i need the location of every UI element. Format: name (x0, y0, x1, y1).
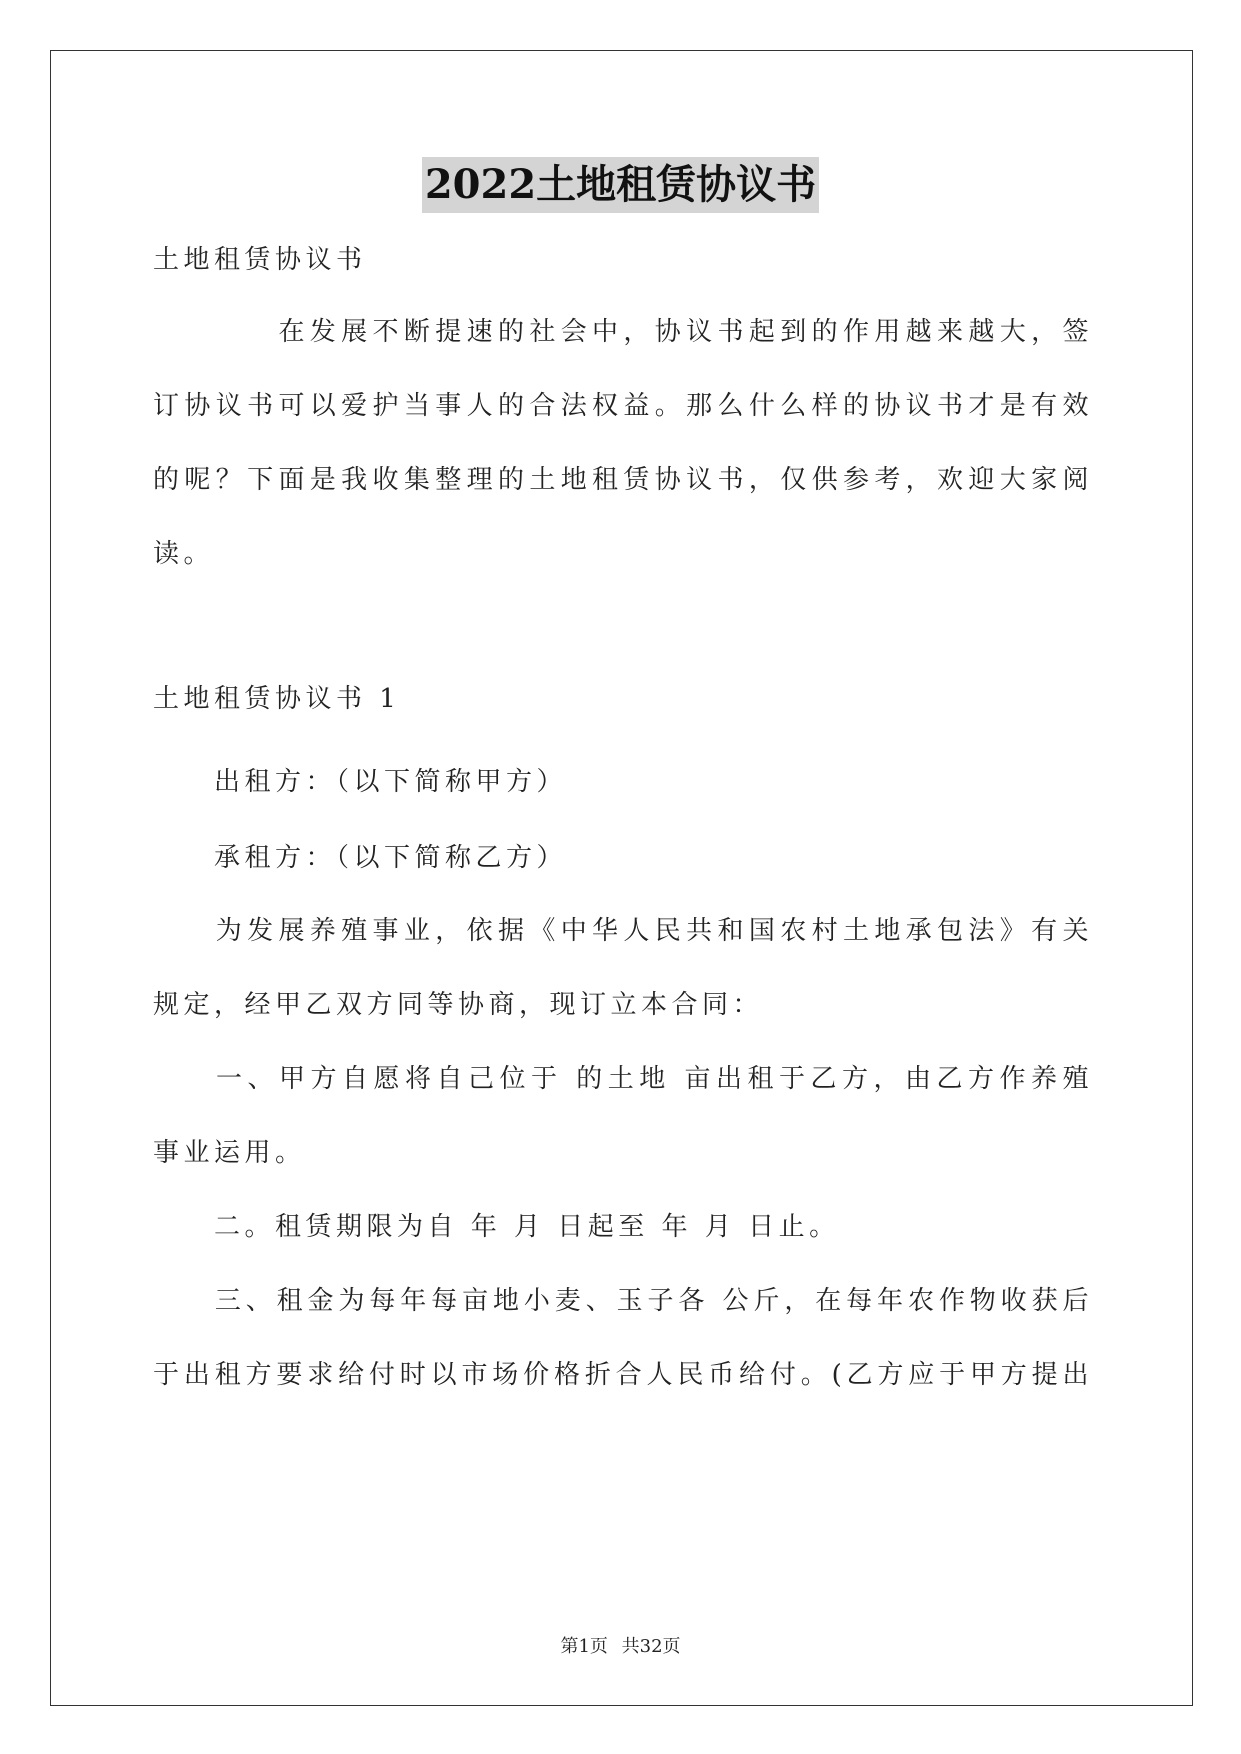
intro-line-2: 订协议书可以爱护当事人的合法权益。那么什么样的协议书才是有效 (153, 391, 1093, 421)
body-line-1: 为发展养殖事业，依据《中华人民共和国农村土地承包法》有关 (153, 916, 1093, 946)
body-line-2: 规定，经甲乙双方同等协商，现订立本合同： (153, 990, 764, 1020)
intro-line-1: 在发展不断提速的社会中，协议书起到的作用越来越大，签 (153, 317, 1093, 347)
lessor-line: 出租方：（以下简称甲方） (153, 767, 568, 797)
body-line-5: 二。租赁期限为自 年 月 日起至 年 月 日止。 (153, 1212, 840, 1242)
document-title: 2022土地租赁协议书 (422, 157, 819, 213)
page-number: 第1页 (560, 1636, 608, 1657)
page-total: 共32页 (621, 1636, 681, 1657)
intro-line-4: 读。 (153, 539, 215, 569)
title-container (0, 157, 1241, 213)
body-line-6: 三、租金为每年每亩地小麦、玉子各 公斤，在每年农作物收获后 (153, 1286, 1093, 1316)
body-line-7: 于出租方要求给付时以市场价格折合人民币给付。(乙方应于甲方提出 (153, 1360, 1093, 1390)
subtitle: 土地租赁协议书 (153, 245, 367, 275)
page-footer (0, 1632, 1241, 1658)
body-line-4: 事业运用。 (153, 1138, 306, 1168)
intro-line-3: 的呢？下面是我收集整理的土地租赁协议书，仅供参考，欢迎大家阅 (153, 465, 1093, 495)
lessee-line: 承租方：（以下简称乙方） (153, 843, 568, 873)
body-line-3: 一、甲方自愿将自己位于 的土地 亩出租于乙方，由乙方作养殖 (153, 1064, 1093, 1094)
section-title: 土地租赁协议书 1 (153, 684, 401, 714)
